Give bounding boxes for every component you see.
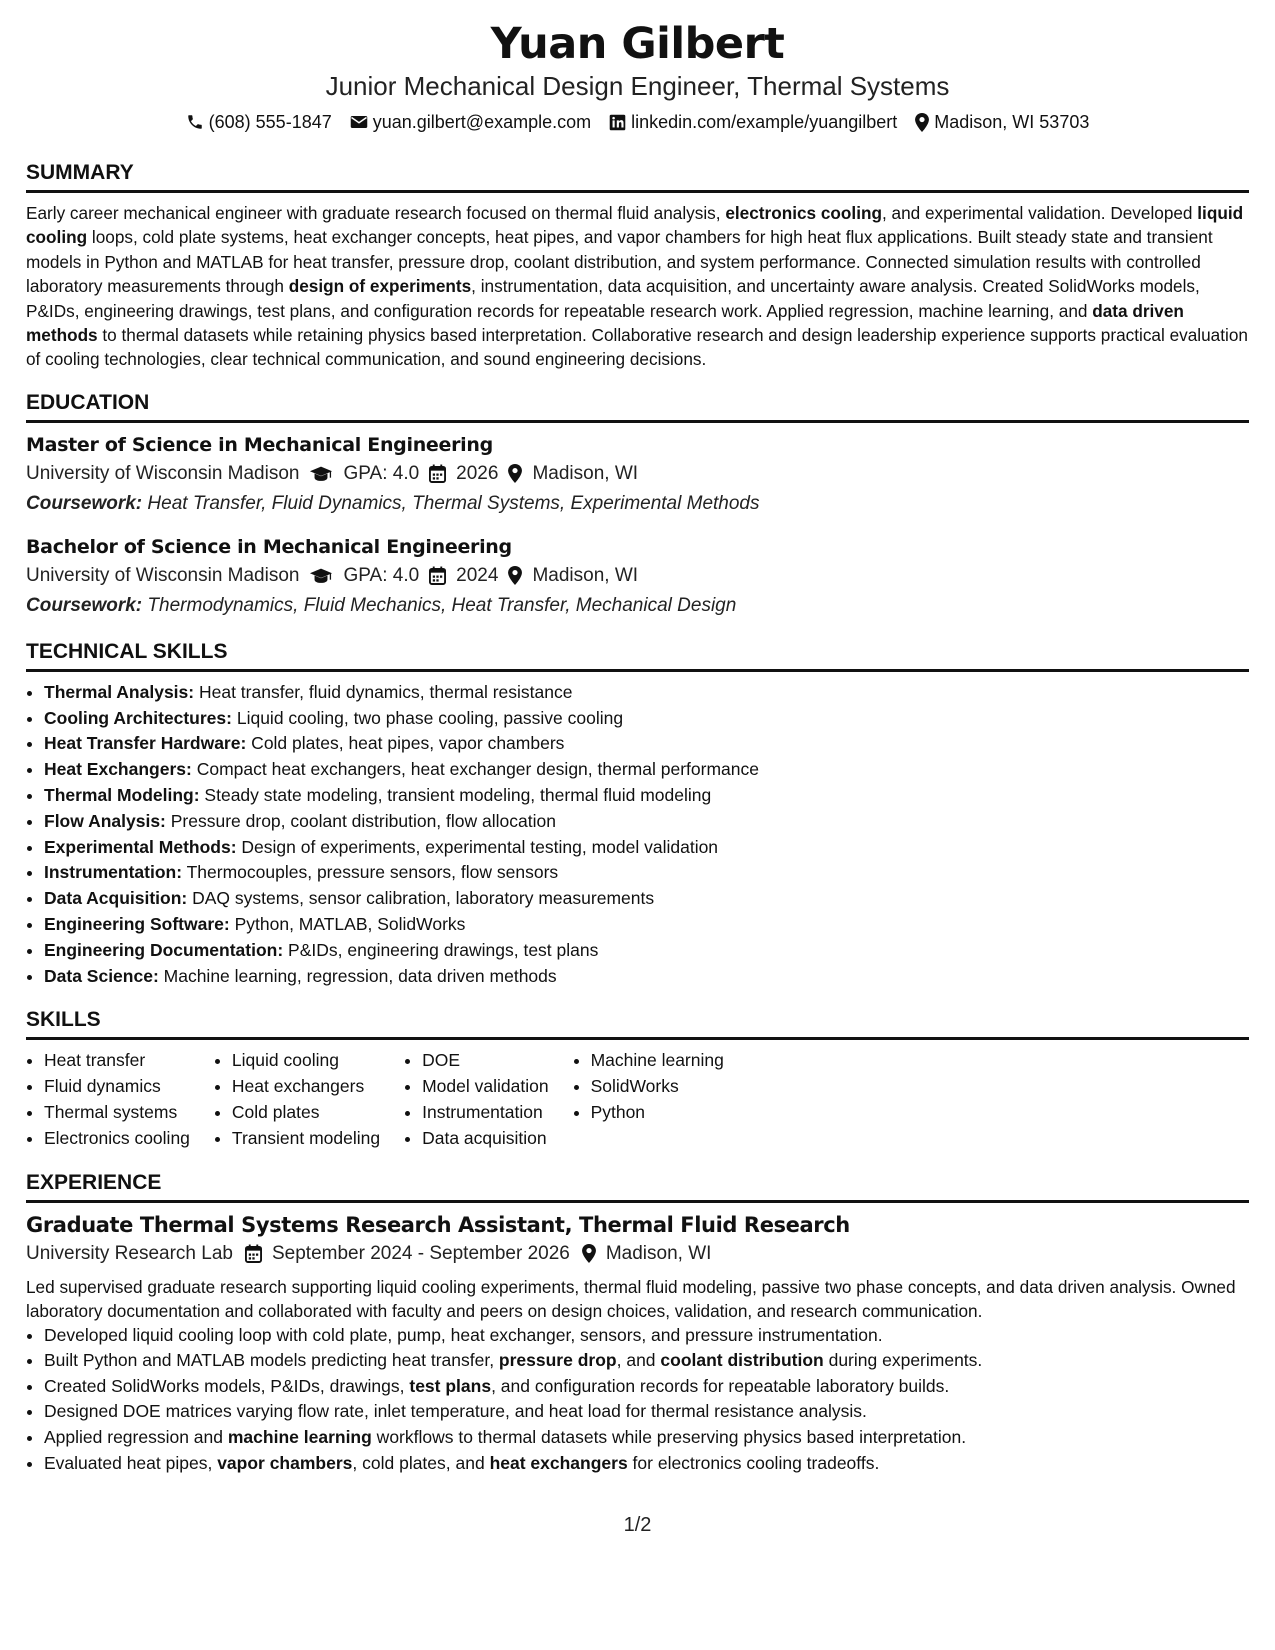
skill-text: DAQ systems, sensor calibration, laboratory measurements [187, 888, 655, 909]
skill-label: Flow Analysis: [44, 810, 166, 831]
degree-entry [26, 431, 1249, 519]
map-pin-icon [508, 566, 522, 585]
skill-label: Thermal Analysis: [44, 681, 195, 702]
list-item: • Fluid dynamics [44, 1074, 190, 1100]
school-name: University of Wisconsin Madison [26, 564, 300, 586]
list-item [44, 706, 1249, 732]
skill-label: Data Science: [44, 965, 159, 986]
skill-text: Python, MATLAB, SolidWorks [229, 914, 466, 935]
calendar-icon [429, 464, 446, 483]
page-number: 1/2 [623, 1514, 652, 1536]
skill-text: Liquid cooling, two phase cooling, passive cooling [231, 707, 624, 728]
school-location: Madison, WI [532, 462, 639, 484]
resume-page [26, 18, 1249, 1476]
list-item [44, 860, 1249, 886]
summary-run: , and experimental validation. Developed [881, 203, 1198, 223]
bullet-run: Built Python and MATLAB models predicting heat transfer, [44, 1350, 499, 1371]
graduation-cap-icon [309, 567, 333, 585]
list-item [44, 757, 1249, 783]
summary-run-bold: electronics cooling [725, 203, 882, 223]
list-item [44, 835, 1249, 861]
coursework-label: Coursework: [26, 594, 143, 616]
bullet-run: Designed DOE matrices varying flow rate, inlet temperature, and heat load for thermal resistance analysis. [44, 1401, 867, 1422]
skill-label: Cooling Architectures: [44, 707, 232, 728]
list-item [44, 809, 1249, 835]
bullet-run: , and [616, 1350, 661, 1371]
summary-run-bold: liquid cooling [26, 203, 1244, 248]
list-item: • Python [591, 1100, 724, 1126]
skill-text: Compact heat exchangers, heat exchanger design, thermal performance [191, 759, 759, 780]
technical-skills-list [26, 680, 1249, 990]
list-item [44, 1323, 1249, 1349]
coursework [26, 489, 1249, 519]
degree-meta [26, 561, 1249, 591]
list-item: • Transient modeling [232, 1126, 380, 1152]
bullet-run: during experiments. [823, 1350, 983, 1371]
list-item: • DOE [422, 1048, 548, 1074]
experience-heading: EXPERIENCE [26, 1170, 1249, 1203]
coursework-list: Heat Transfer, Fluid Dynamics, Thermal Systems, Experimental Methods [147, 492, 760, 514]
bullet-run: Applied regression and [44, 1426, 228, 1447]
linkedin-icon [609, 114, 626, 131]
skill-label: Engineering Documentation: [44, 939, 284, 960]
bullet-run-bold: vapor chambers [217, 1452, 353, 1473]
skills-column [214, 1048, 380, 1151]
grad-year: 2026 [456, 462, 499, 484]
list-item: • Data acquisition [422, 1126, 548, 1152]
list-item [44, 1425, 1249, 1451]
gpa-text: GPA: 4.0 [343, 462, 420, 484]
bullet-run: , and configuration records for repeatable laboratory builds. [491, 1375, 950, 1396]
job-location: Madison, WI [605, 1242, 712, 1264]
linkedin-text: linkedin.com/example/yuangilbert [631, 112, 898, 132]
school-name: University of Wisconsin Madison [26, 462, 300, 484]
degree-meta [26, 459, 1249, 489]
list-item: • Machine learning [591, 1048, 724, 1074]
skill-text: Design of experiments, experimental testing, model validation [236, 836, 719, 857]
list-item [44, 964, 1249, 990]
summary-run: loops, cold plate systems, heat exchanger concepts, heat pipes, and vapor chambers for high heat flux applications. Built steady state and transient models in Python and MATLAB for heat transfer, pressure drop, coolant distribution, and system performance. Connected simulation results with controlled laboratory measurements through [26, 227, 1213, 297]
location-text: Madison, WI 53703 [934, 112, 1090, 132]
list-item [44, 731, 1249, 757]
skill-label: Engineering Software: [44, 914, 230, 935]
list-item: • Model validation [422, 1074, 548, 1100]
map-pin-icon [508, 464, 522, 483]
calendar-icon [245, 1244, 262, 1263]
contact-email[interactable] [350, 110, 591, 134]
list-item: • Cold plates [232, 1100, 380, 1126]
bullet-run: for electronics cooling tradeoffs. [627, 1452, 880, 1473]
list-item [44, 1348, 1249, 1374]
graduation-cap-icon [309, 465, 333, 483]
coursework-label: Coursework: [26, 492, 143, 514]
skill-text: Steady state modeling, transient modeling, thermal fluid modeling [199, 785, 712, 806]
skill-label: Data Acquisition: [44, 888, 188, 909]
bullet-run-bold: pressure drop [498, 1350, 617, 1371]
skill-label: Heat Transfer Hardware: [44, 733, 247, 754]
coursework-list: Thermodynamics, Fluid Mechanics, Heat Transfer, Mechanical Design [147, 594, 737, 616]
list-item [44, 938, 1249, 964]
list-item [44, 783, 1249, 809]
email-text: yuan.gilbert@example.com [372, 112, 592, 132]
skill-text: Cold plates, heat pipes, vapor chambers [246, 733, 565, 754]
job-meta [26, 1239, 1249, 1269]
bullet-run: workflows to thermal datasets while preserving physics based interpretation. [371, 1426, 967, 1447]
job-bullets [26, 1323, 1249, 1477]
calendar-icon [429, 566, 446, 585]
skills-column [404, 1048, 548, 1151]
skills-column [573, 1048, 724, 1151]
list-item: • Heat exchangers [232, 1074, 380, 1100]
job-org: University Research Lab [26, 1242, 233, 1264]
skill-label: Heat Exchangers: [44, 759, 192, 780]
coursework [26, 591, 1249, 621]
candidate-name: Yuan Gilbert [490, 19, 785, 69]
list-item: • Instrumentation [422, 1100, 548, 1126]
list-item: • SolidWorks [591, 1074, 724, 1100]
job-entry [26, 1211, 1249, 1477]
skill-text: Heat transfer, fluid dynamics, thermal resistance [194, 681, 573, 702]
degree-name: Bachelor of Science in Mechanical Engineering [26, 535, 512, 558]
education-heading: EDUCATION [26, 390, 1249, 423]
bullet-run-bold: test plans [409, 1375, 492, 1396]
map-pin-icon [915, 113, 929, 132]
skills-columns [26, 1048, 1249, 1151]
candidate-title: Junior Mechanical Design Engineer, Thermal Systems [325, 71, 950, 101]
degree-entry [26, 533, 1249, 621]
bullet-run: Evaluated heat pipes, [44, 1452, 218, 1473]
summary-run: Early career mechanical engineer with graduate research focused on thermal fluid analysis, [26, 203, 726, 223]
skill-label: Experimental Methods: [44, 836, 237, 857]
list-item [44, 1451, 1249, 1477]
list-item [44, 912, 1249, 938]
list-item [44, 886, 1249, 912]
phone-text: (608) 555-1847 [208, 112, 332, 132]
envelope-icon [350, 114, 368, 130]
job-dates: September 2024 - September 2026 [271, 1242, 570, 1264]
skill-text: Pressure drop, coolant distribution, flow allocation [165, 810, 556, 831]
skill-text: P&IDs, engineering drawings, test plans [283, 939, 599, 960]
gpa-text: GPA: 4.0 [343, 564, 420, 586]
summary-paragraph [26, 201, 1249, 372]
bullet-run-bold: coolant distribution [660, 1350, 824, 1371]
summary-run: to thermal datasets while retaining physics based interpretation. Collaborative research and design leadership experience supports practical evaluation of cooling technologies, clear technical communication, and sound engineering decisions. [26, 325, 1248, 370]
technical-skills-heading: TECHNICAL SKILLS [26, 639, 1249, 672]
summary-run: , instrumentation, data acquisition, and uncertainty aware analysis. Created SolidWorks models, P&IDs, engineering drawings, test plans, and configuration records for repeatable research work. Applied regression, machine learning, and [26, 276, 1200, 321]
list-item: • Thermal systems [44, 1100, 190, 1126]
list-item: • Liquid cooling [232, 1048, 380, 1074]
job-description: Led supervised graduate research supporting liquid cooling experiments, thermal fluid modeling, passive two phase concepts, and data driven analysis. Owned laboratory documentation and collaborated with faculty and peers on design choices, validation, and research communication. [26, 1276, 1236, 1321]
skill-label: Instrumentation: [44, 862, 183, 883]
phone-icon [186, 113, 204, 131]
bullet-run: Developed liquid cooling loop with cold plate, pump, heat exchanger, sensors, and pressure instrumentation. [44, 1324, 883, 1345]
degree-name: Master of Science in Mechanical Engineering [26, 433, 493, 456]
grad-year: 2024 [456, 564, 499, 586]
contact-linkedin[interactable] [609, 110, 897, 134]
job-title: Graduate Thermal Systems Research Assistant, Thermal Fluid Research [26, 1212, 850, 1237]
map-pin-icon [582, 1244, 596, 1263]
skill-label: Thermal Modeling: [44, 785, 200, 806]
list-item [44, 1374, 1249, 1400]
skills-heading: SKILLS [26, 1007, 1249, 1040]
skill-text: Thermocouples, pressure sensors, flow sensors [182, 862, 559, 883]
list-item: • Heat transfer [44, 1048, 190, 1074]
contact-location [915, 110, 1089, 134]
bullet-run: Created SolidWorks models, P&IDs, drawings, [44, 1375, 410, 1396]
contact-phone[interactable] [186, 110, 332, 134]
summary-run-bold: design of experiments [288, 276, 472, 297]
summary-run-bold: data driven methods [26, 300, 1184, 346]
contact-bar [26, 110, 1249, 134]
skills-column [26, 1048, 190, 1151]
bullet-run: , cold plates, and [352, 1452, 490, 1473]
skill-text: Machine learning, regression, data driven methods [158, 965, 557, 986]
bullet-run-bold: heat exchangers [489, 1452, 628, 1473]
list-item [44, 680, 1249, 706]
summary-heading: SUMMARY [26, 160, 1249, 193]
school-location: Madison, WI [532, 564, 639, 586]
list-item [44, 1399, 1249, 1425]
bullet-run-bold: machine learning [227, 1426, 372, 1447]
list-item: • Electronics cooling [44, 1126, 190, 1152]
